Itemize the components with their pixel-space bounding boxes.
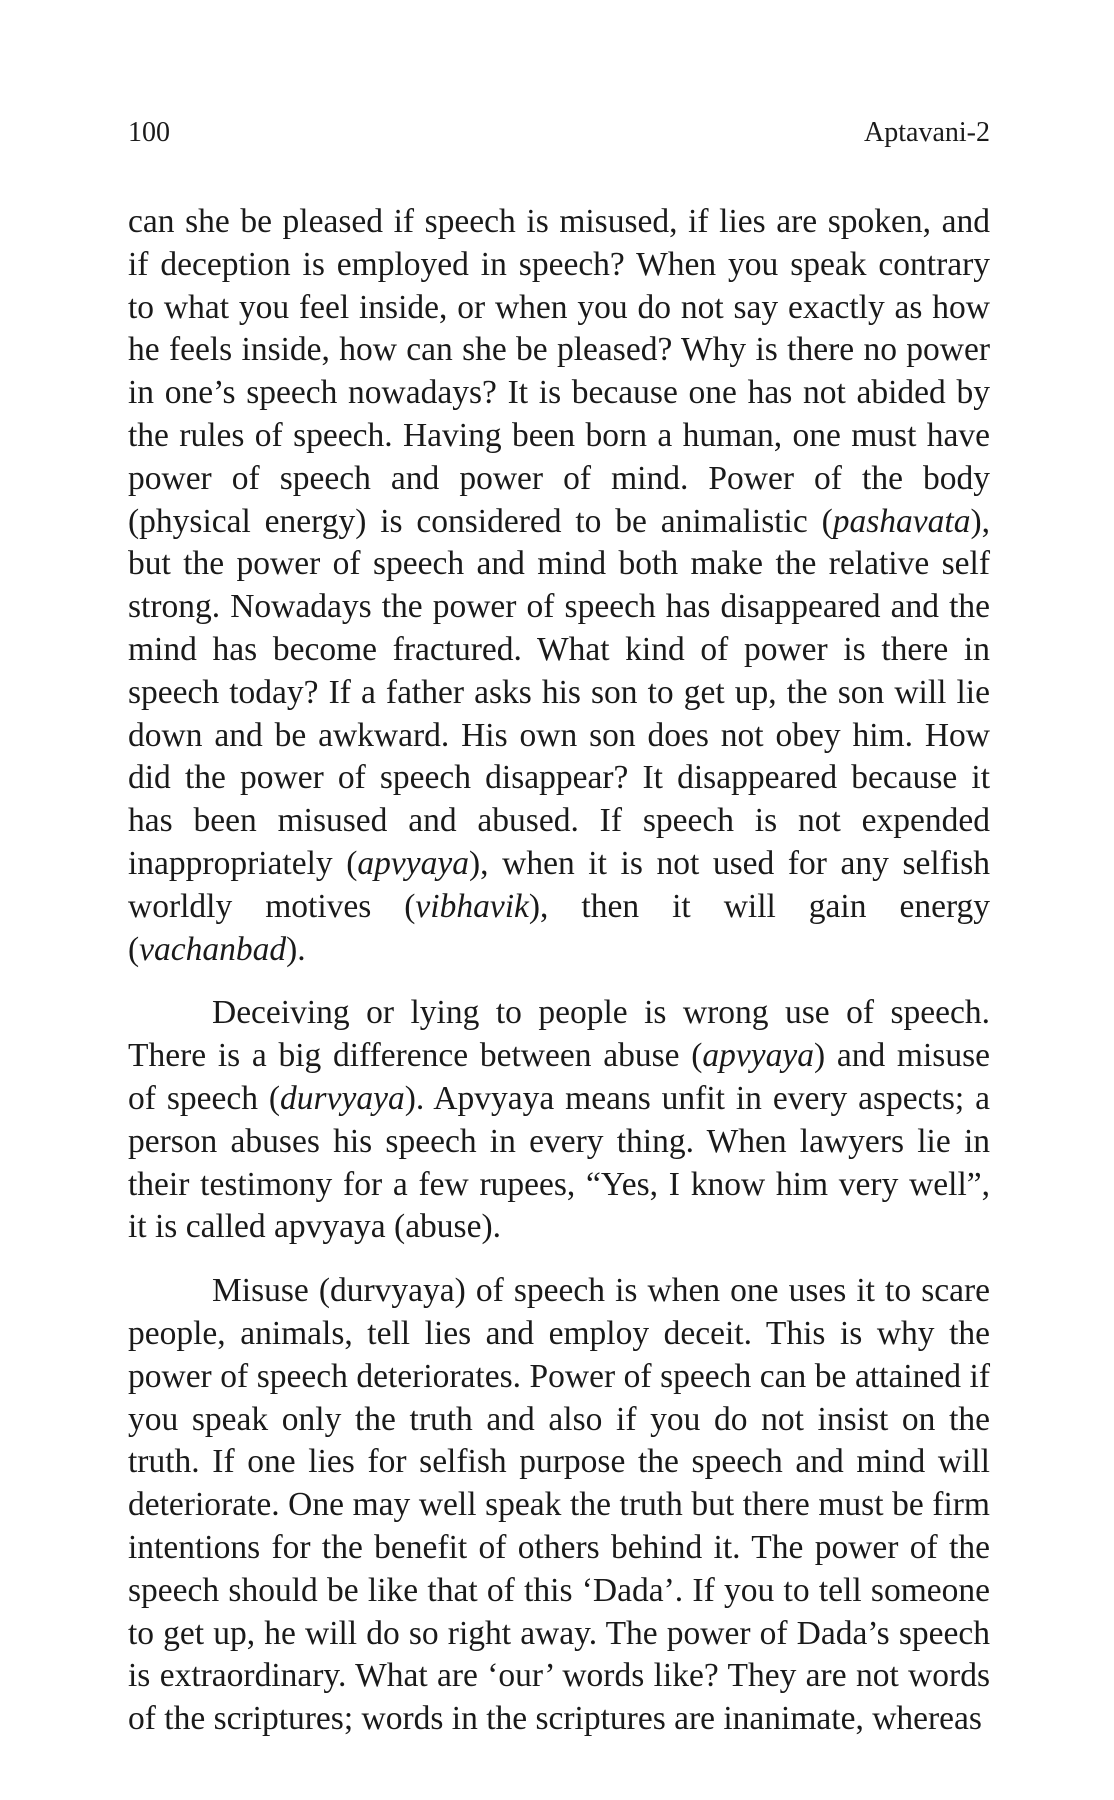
text-segment: ). Apvyaya means unfit in every aspects; a person abuses his speech in every thing. When lawyers lie in their testimony for a few rupees, “Yes, I know him very well”, it is called apvyaya (abuse).	[128, 1079, 990, 1246]
paragraph-1	[128, 201, 990, 971]
page-number: 100	[128, 117, 170, 148]
paragraph-2	[128, 992, 990, 1249]
italic-term-apvyaya: apvyaya	[357, 844, 470, 882]
text-segment: can she be pleased if speech is misused, if lies are spoken, and if deception is employed in speech? When you speak contrary to what you feel inside, or when you do not say exactly as how he feels inside, how can she be pleased? Why is there no power in one’s speech nowadays? It is because one has not abided by the rules of speech. Having been born a human, one must have power of speech and power of mind. Power of the body (physical energy) is considered to be animalistic (	[128, 203, 990, 540]
text-segment: ), then it will gain energy (	[128, 887, 990, 968]
text-segment: Deceiving or lying to people is wrong use of speech. There is a big difference between abuse (	[128, 994, 990, 1075]
paragraph-3	[128, 1270, 990, 1741]
text-segment: ), but the power of speech and mind both make the relative self strong. Nowadays the power of speech has disappeared and the mind has become fractured. What kind of power is there in speech today? If a father asks his son to get up, the son will lie down and be awkward. His own son does not obey him. How did the power of speech disappear? It disappeared because it has been misused and abused. If speech is not expended inappropriately (	[128, 502, 990, 882]
text-segment: ), when it is not used for any selfish worldly motives (	[128, 844, 990, 925]
italic-term-pashavata: pashavata	[832, 502, 971, 540]
italic-term-vachanbad: vachanbad	[139, 930, 287, 968]
page-header	[128, 113, 990, 153]
italic-term-apvyaya: apvyaya	[702, 1037, 814, 1075]
body-text	[128, 201, 990, 1762]
book-page	[128, 0, 990, 1800]
text-segment: ).	[286, 930, 306, 968]
italic-term-durvyaya: durvyaya	[280, 1079, 405, 1117]
italic-term-vibhavik: vibhavik	[415, 887, 529, 925]
text-segment: Misuse (durvyaya) of speech is when one uses it to scare people, animals, tell lies and employ deceit. This is why the power of speech deteriorates. Power of speech can be attained if you speak only the truth and also if you do not insist on the truth. If one lies for selfish purpose the speech and mind will deteriorate. One may well speak the truth but there must be firm intentions for the benefit of others behind it. The power of the speech should be like that of this ‘Dada’. If you to tell someone to get up, he will do so right away. The power of Dada’s speech is extraordinary. What are ‘our’ words like? They are not words of the scriptures; words in the scriptures are inanimate, whereas	[128, 1272, 990, 1738]
text-segment: ) and misuse of speech (	[128, 1037, 990, 1117]
running-title: Aptavani-2	[864, 117, 990, 148]
